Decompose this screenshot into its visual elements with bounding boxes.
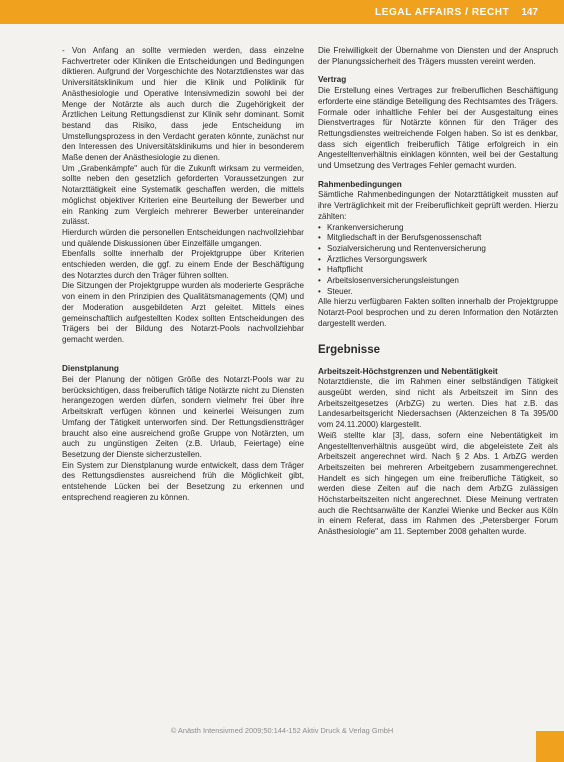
paragraph: Sämtliche Rahmenbedingungen der Notarzttätigkeit mussten auf ihre Verträglichkeit mit der Freiberuflichkeit geprüft werden. Hierzu zählten: — [318, 190, 558, 221]
paragraph: - Von Anfang an sollte vermieden werden, dass einzelne Fachvertreter oder Kliniken die Entscheidungen und Bedingungen diktieren. Aufgrund der Vorgeschichte des Notarztdienstes war das Universitätsklinikum und hier die Klinik und Poliklinik für Anästhesiologie und Operative Intensivmedizin sowohl bei der Menge der Notärzte als auch durch die Zugehörigkeit der Ärztlichen Leitung Rettungsdienst zur Klinik sehr dominant. Somit bestand das Risiko, dass jede Entscheidung im Umstellungsprozess in den Verdacht geraten könnte, zunächst nur den Interessen des Universitätsklinikums und hier in besonderem Maße denen der Anästhesiologie zu dienen. — [62, 46, 304, 163]
heading-arbeitszeit: Arbeitszeit-Höchstgrenzen und Nebentätigkeit — [318, 366, 498, 376]
list-item: • Mitgliedschaft in der Berufsgenossenschaft — [318, 233, 558, 244]
paragraph: Um „Grabenkämpfe" auch für die Zukunft wirksam zu vermeiden, sollte neben den gesetzlich geforderten Voraussetzungen zur Notarzttätigkeit eine Systematik geschaffen werden, die mittels möglichst objektiver Kriterien eine Beurteilung der Bewerber und ein Ranking zum Vergleich mehrerer Bewerber untereinander zulässt. — [62, 163, 304, 227]
section-title: LEGAL AFFAIRS / RECHT — [375, 6, 510, 18]
paragraph: Ebenfalls sollte innerhalb der Projektgruppe über Kriterien entschieden werden, die ggf. zu einem Ende der Beschäftigung des Notarztes durch den Träger führen sollten. — [62, 249, 304, 280]
conditions-list — [318, 223, 558, 298]
list-item: • Steuer. — [318, 287, 558, 298]
paragraph: Alle hierzu verfügbaren Fakten sollten innerhalb der Projektgruppe Notarzt-Pool besprochen und zu deren Information den Notärzten dargestellt werden. — [318, 297, 558, 328]
list-item: • Haftpflicht — [318, 265, 558, 276]
list-item: • Krankenversicherung — [318, 223, 558, 234]
paragraph: Notarztdienste, die im Rahmen einer selbständigen Tätigkeit ausgeübt werden, sind nicht als Arbeitszeit im Sinn des Arbeitszeitgesetzes (ArbZG) zu werten. Dies hat z.B. das Landesarbeitsgericht Niedersachsen (Aktenzeichen 8 Ta 395/00 vom 24.11.2000) klargestellt. — [318, 377, 558, 430]
spacer — [62, 346, 304, 357]
list-item: • Sozialversicherung und Rentenversicherung — [318, 244, 558, 255]
heading-dienstplanung: Dienstplanung — [62, 364, 119, 374]
paragraph: Weiß stellte klar [3], dass, sofern eine Nebentätigkeit im Angestelltenverhältnis ausgeübt wird, die abgeleistete Zeit als Arbeitszeit angerechnet wird. Nach § 2 Abs. 1 ArbZG werden Arbeitszeiten bei mehreren Arbeitgebern zusammengerechnet. Handelt es sich hingegen um eine freiberufliche Tätigkeit, so werden diese Zeiten auf die nach dem ArbZG zulässigen Höchstarbeitszeiten nicht angerechnet. Diese Meinung vertraten auch die Rechtsanwälte der Kanzlei Wienke und Becker aus Köln in einem Referat, dass im Rahmen des „Petersberger Forum Anästhesiologie" am 11. September 2008 gehalten wurde. — [318, 430, 558, 537]
corner-tab — [536, 731, 564, 762]
paragraph: Die Sitzungen der Projektgruppe wurden als moderierte Gespräche von einem in den Prinzipien des Qualitätsmanagements (QM) und der Moderation ausgebildeten Arzt geleitet. Mittels eines gemeinschaftlich aufgestellten Kodex sollten Entscheidungen des Trägers bei der Bildung des Notarzt-Pools nachvollziehbar gemacht werden. — [62, 281, 304, 344]
left-column — [62, 46, 304, 504]
right-column — [318, 46, 558, 538]
paragraph: Hierdurch würden die personellen Entscheidungen nachvollziehbar und quälende Diskussionen über Einzelfälle umgangen. — [62, 227, 304, 248]
paragraph: Die Freiwilligkeit der Übernahme von Diensten und der Anspruch der Planungssicherheit des Trägers mussten vereint werden. — [318, 46, 558, 66]
list-item: • Ärztliches Versorgungswerk — [318, 255, 558, 266]
paragraph: Ein System zur Dienstplanung wurde entwickelt, dass dem Träger des Rettungsdienstes ausreichend früh die Möglichkeit gibt, entstehende Lücken bei der Besetzung zu erkennen und entsprechend reagieren zu können. — [62, 460, 304, 502]
heading-rahmenbedingungen: Rahmenbedingungen — [318, 179, 402, 189]
heading-vertrag: Vertrag — [318, 75, 347, 85]
paragraph: Die Erstellung eines Vertrages zur freiberuflichen Beschäftigung erforderte eine ständige Beteiligung des Rechtsamtes des Trägers. Formale oder inhaltliche Fehler bei der Ausgestaltung eines Dienstvertrages für Notärzte können für den Träger des Rettungsdienstes weitreichende Folgen haben. So ist es denkbar, dass sich eigentlich freiberuflich Tätige erfolgreich in ein Angestelltenverhältnis einklagen könnten, weil bei der Gestaltung und Umsetzung des Vertrages Fehler gemacht wurden. — [318, 86, 558, 171]
heading-ergebnisse: Ergebnisse — [318, 343, 380, 356]
copyright-footer: © Anästh Intensivmed 2009;50:144-152 Aktiv Druck & Verlag GmbH — [170, 726, 394, 735]
list-item: • Arbeitslosenversicherungsleistungen — [318, 276, 558, 287]
paragraph: Bei der Planung der nötigen Größe des Notarzt-Pools war zu berücksichtigen, dass freiberuflich tätige Notärzte nicht zu Diensten herangezogen werden dürfen, sondern vielmehr frei über ihre Arbeitskraft verfügen können und keinerlei Weisungen zum Umfang der Tätigkeit unterworfen sind. Der Rettungsdienstträger braucht also eine ausreichend große Gruppe von Notärzten, um auch zu ungünstigen Zeiten (z.B. Urlaub, Feiertage) eine Besetzung der Dienste sicherzustellen. — [62, 375, 304, 459]
page-number: 147 — [521, 6, 538, 18]
section-header-bar — [0, 0, 564, 24]
